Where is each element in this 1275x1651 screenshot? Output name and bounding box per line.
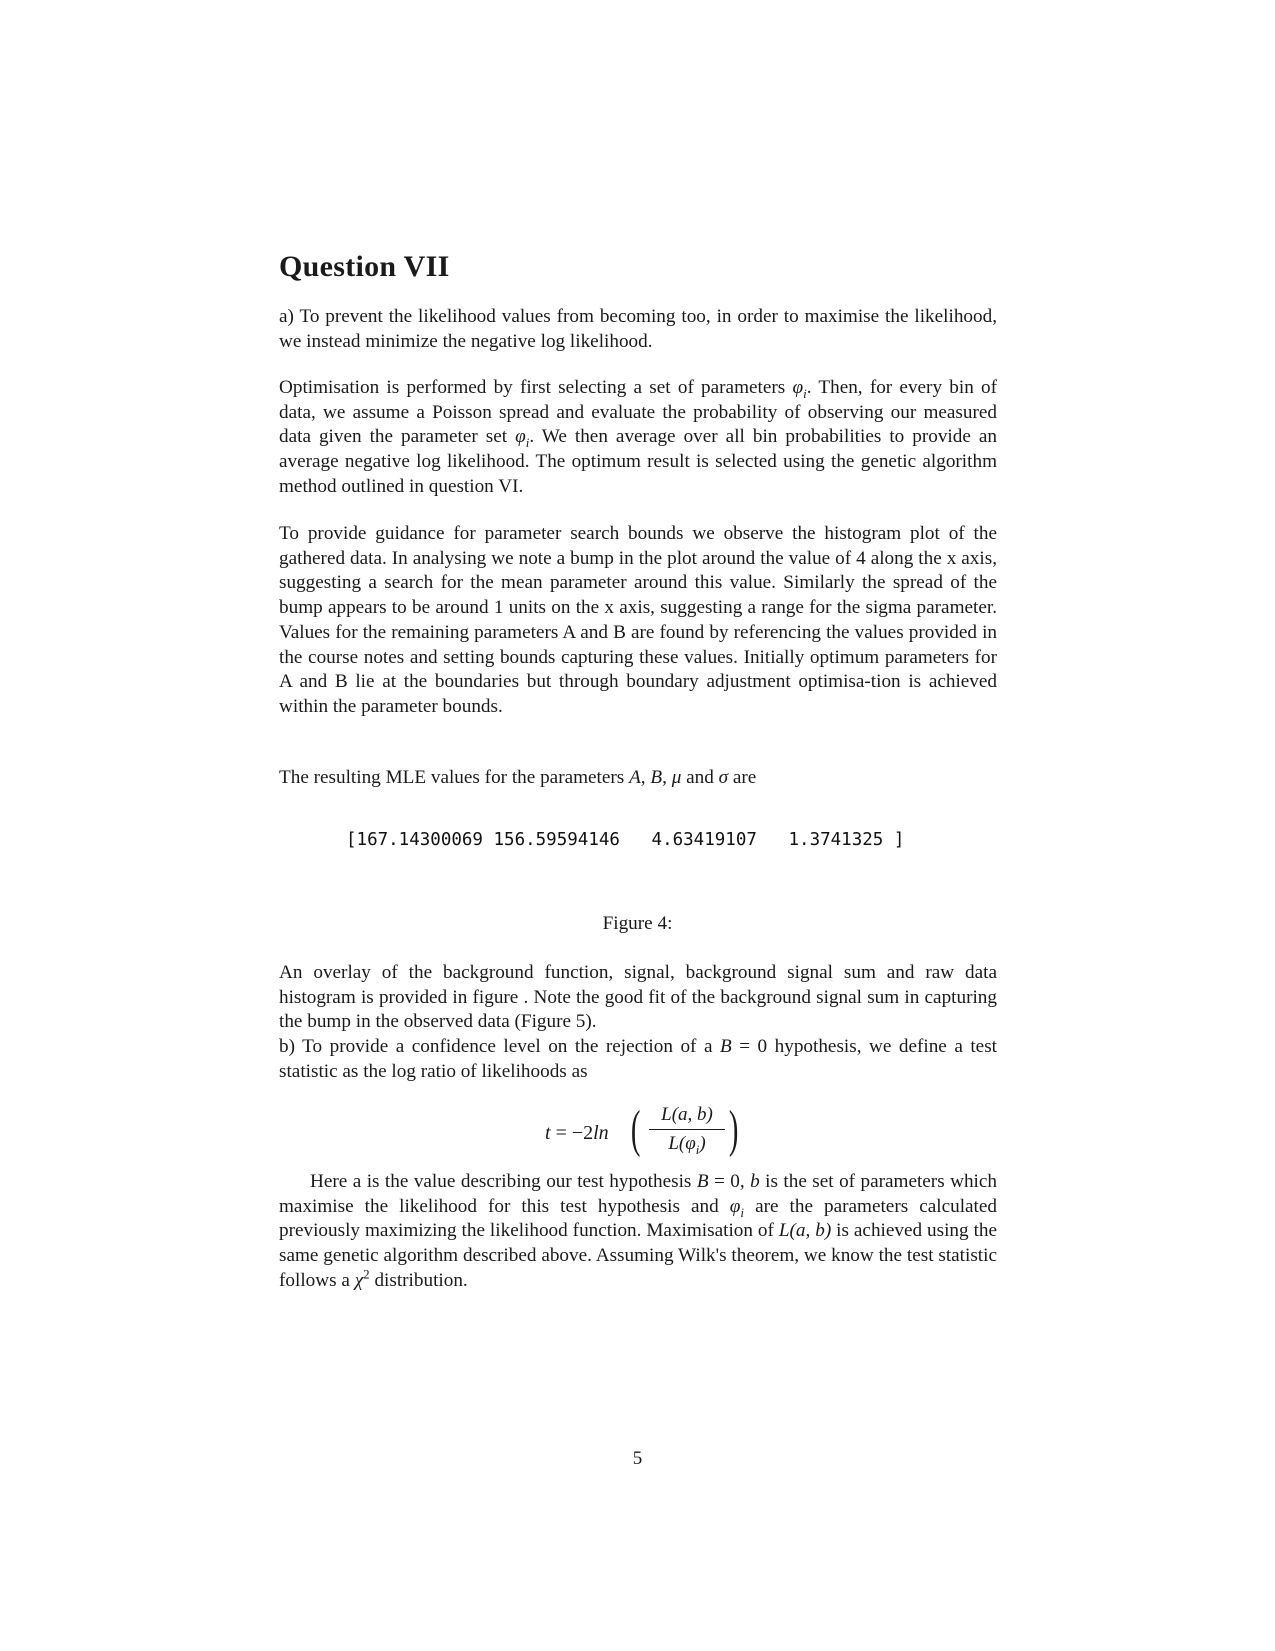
likelihood-ratio-fraction — [649, 1103, 725, 1156]
paragraph-optimisation — [279, 376, 997, 500]
left-paren: ( — [630, 1101, 641, 1158]
section-title: Question VII — [279, 250, 450, 283]
paragraph-a-text: a) To prevent the likelihood values from becoming too, in order to maximise the likelihood, we instead minimize the negative log likelihood. — [279, 306, 997, 352]
paragraph-optimisation-text: Optimisation is performed by first selecting a set of parameters $\varphi_i$. Then, for every bin of data, we assume a Poisson spread and evaluate the probability of observing our measured data given the parameter set $\varphi_i$. We then average over all bin probabilities to provide an average negative log likelihood. The optimum result is selected using the genetic algorithm method outlined in question VI. — [279, 377, 997, 497]
paragraph-result — [279, 766, 997, 791]
paragraph-overlay-text: An overlay of the background function, signal, background signal sum and raw data histogram is provided in figure . Note the good fit of the background signal sum in capturing the bump in the observed data (Figure 5). — [279, 962, 997, 1033]
page-number: 5 — [632, 1448, 643, 1469]
paragraph-bounds-text: To provide guidance for parameter search bounds we observe the histogram plot of the gathered data. In analysing we note a bump in the plot around the value of 4 along the x axis, suggesting a search for the mean parameter around this value. Similarly the spread of the bump appears to be around 1 units on the x axis, suggesting a range for the sigma parameter. Values for the remaining parameters A and B are found by referencing the values provided in the course notes and setting bounds capturing these values. Initially optimum parameters for A and B lie at the boundaries but through boundary adjustment optimisa-tion is achieved within the parameter bounds. — [279, 523, 997, 717]
right-paren: ) — [728, 1101, 739, 1158]
paragraph-overlay — [279, 961, 997, 1035]
paragraph-a — [279, 305, 997, 354]
fraction-denominator: $L(\varphi_i)$ — [668, 1133, 706, 1158]
mle-output-code: [167.14300069 156.59594146 4.63419107 1.3741325 ] — [346, 830, 905, 850]
paragraph-here-text: Here a is the value describing our test hypothesis B = 0, b is the set of parameters which maximise the likelihood for this test hypothesis and $\varphi_i$ are the parameters calculated previously maximizing the likelihood function. Maximisation of L(a, b) is achieved using the same genetic algorithm described above. Assuming Wilk's theorem, we know the test statistic follows a $\chi^2$ distribution. — [279, 1171, 998, 1291]
paragraph-bounds — [279, 522, 997, 720]
paragraph-b — [279, 1035, 997, 1084]
fraction-bar — [649, 1129, 725, 1130]
paragraph-result-text: The resulting MLE values for the parameters A, B, μ and σ are — [279, 767, 757, 788]
fraction-numerator: L(a, b) — [661, 1104, 713, 1125]
figure-caption: Figure 4: — [602, 913, 673, 934]
equation-lhs: t = −2ln — [545, 1122, 609, 1144]
paragraph-here — [279, 1170, 997, 1294]
paragraph-b-text: b) To provide a confidence level on the rejection of a B = 0 hypothesis, we define a test statistic as the log ratio of likelihoods as — [279, 1036, 997, 1082]
